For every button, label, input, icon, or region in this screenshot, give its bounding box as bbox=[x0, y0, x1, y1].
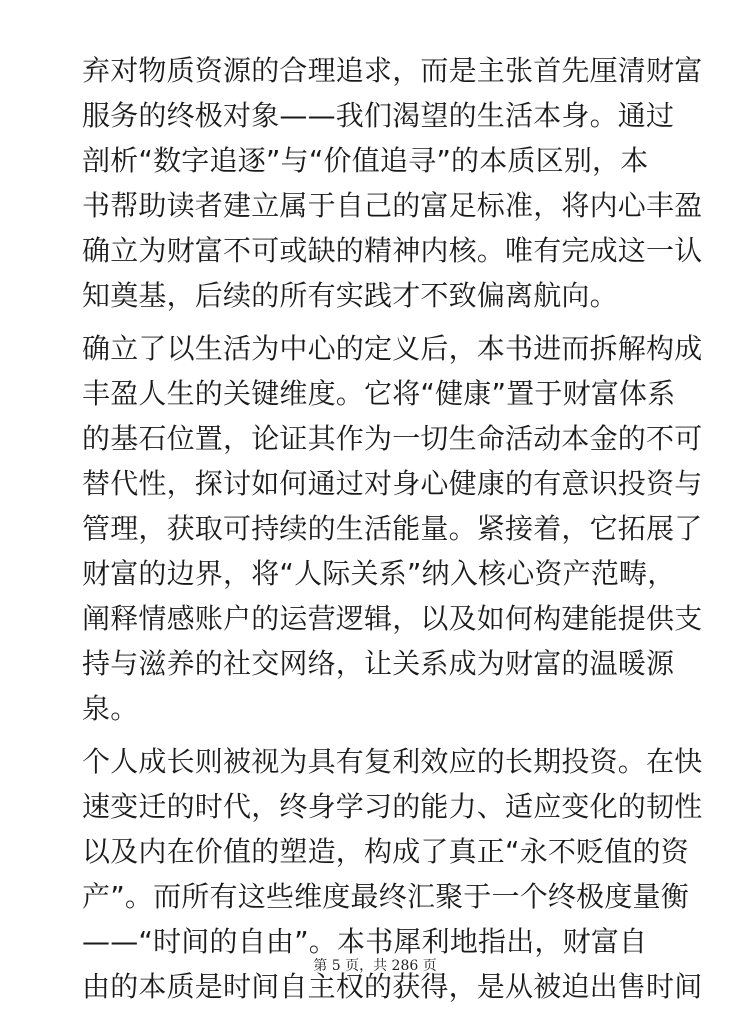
paragraph-2 bbox=[82, 326, 703, 731]
text-line: 管理，获取可持续的生活能量。紧接着，它拓展了 bbox=[82, 512, 703, 545]
text-line: 以及内在价值的塑造，构成了真正“永不贬值的资 bbox=[82, 835, 689, 868]
text-line: 泉。 bbox=[82, 692, 139, 725]
text-line: 由的本质是时间自主权的获得，是从被迫出售时间 bbox=[82, 970, 703, 1003]
text-line: 服务的终极对象——我们渴望的生活本身。通过 bbox=[82, 99, 675, 132]
text-line: 确立为财富不可或缺的精神内核。唯有完成这一认 bbox=[82, 234, 703, 267]
text-line: 知奠基，后续的所有实践才不致偏离航向。 bbox=[82, 279, 618, 312]
text-line: 的基石位置，论证其作为一切生命活动本金的不可 bbox=[82, 422, 703, 455]
text-line: 丰盈人生的关键维度。它将“健康”置于财富体系 bbox=[82, 377, 676, 410]
page-number-footer: 第 5 页，共 286 页 bbox=[313, 958, 437, 974]
text-line: 速变迁的时代，终身学习的能力、适应变化的韧性 bbox=[82, 790, 703, 823]
text-line: 产”。而所有这些维度最终汇聚于一个终极度量衡 bbox=[82, 880, 689, 913]
paragraph-1 bbox=[82, 48, 703, 318]
text-line: 财富的边界，将“人际关系”纳入核心资产范畴， bbox=[82, 557, 676, 590]
text-line: 个人成长则被视为具有复利效应的长期投资。在快 bbox=[82, 745, 703, 778]
text-line: ——“时间的自由”。本书犀利地指出，财富自 bbox=[82, 925, 648, 958]
text-line: 阐释情感账户的运营逻辑，以及如何构建能提供支 bbox=[82, 602, 703, 635]
text-line: 持与滋养的社交网络，让关系成为财富的温暖源 bbox=[82, 647, 675, 680]
text-line: 弃对物质资源的合理追求，而是主张首先厘清财富 bbox=[82, 54, 703, 87]
text-line: 确立了以生活为中心的定义后，本书进而拆解构成 bbox=[82, 332, 703, 365]
text-line: 剖析“数字追逐”与“价值追寻”的本质区别，本 bbox=[82, 144, 649, 177]
body-text bbox=[82, 48, 703, 1017]
text-line: 替代性，探讨如何通过对身心健康的有意识投资与 bbox=[82, 467, 703, 500]
text-line: 书帮助读者建立属于自己的富足标准，将内心丰盈 bbox=[82, 189, 703, 222]
